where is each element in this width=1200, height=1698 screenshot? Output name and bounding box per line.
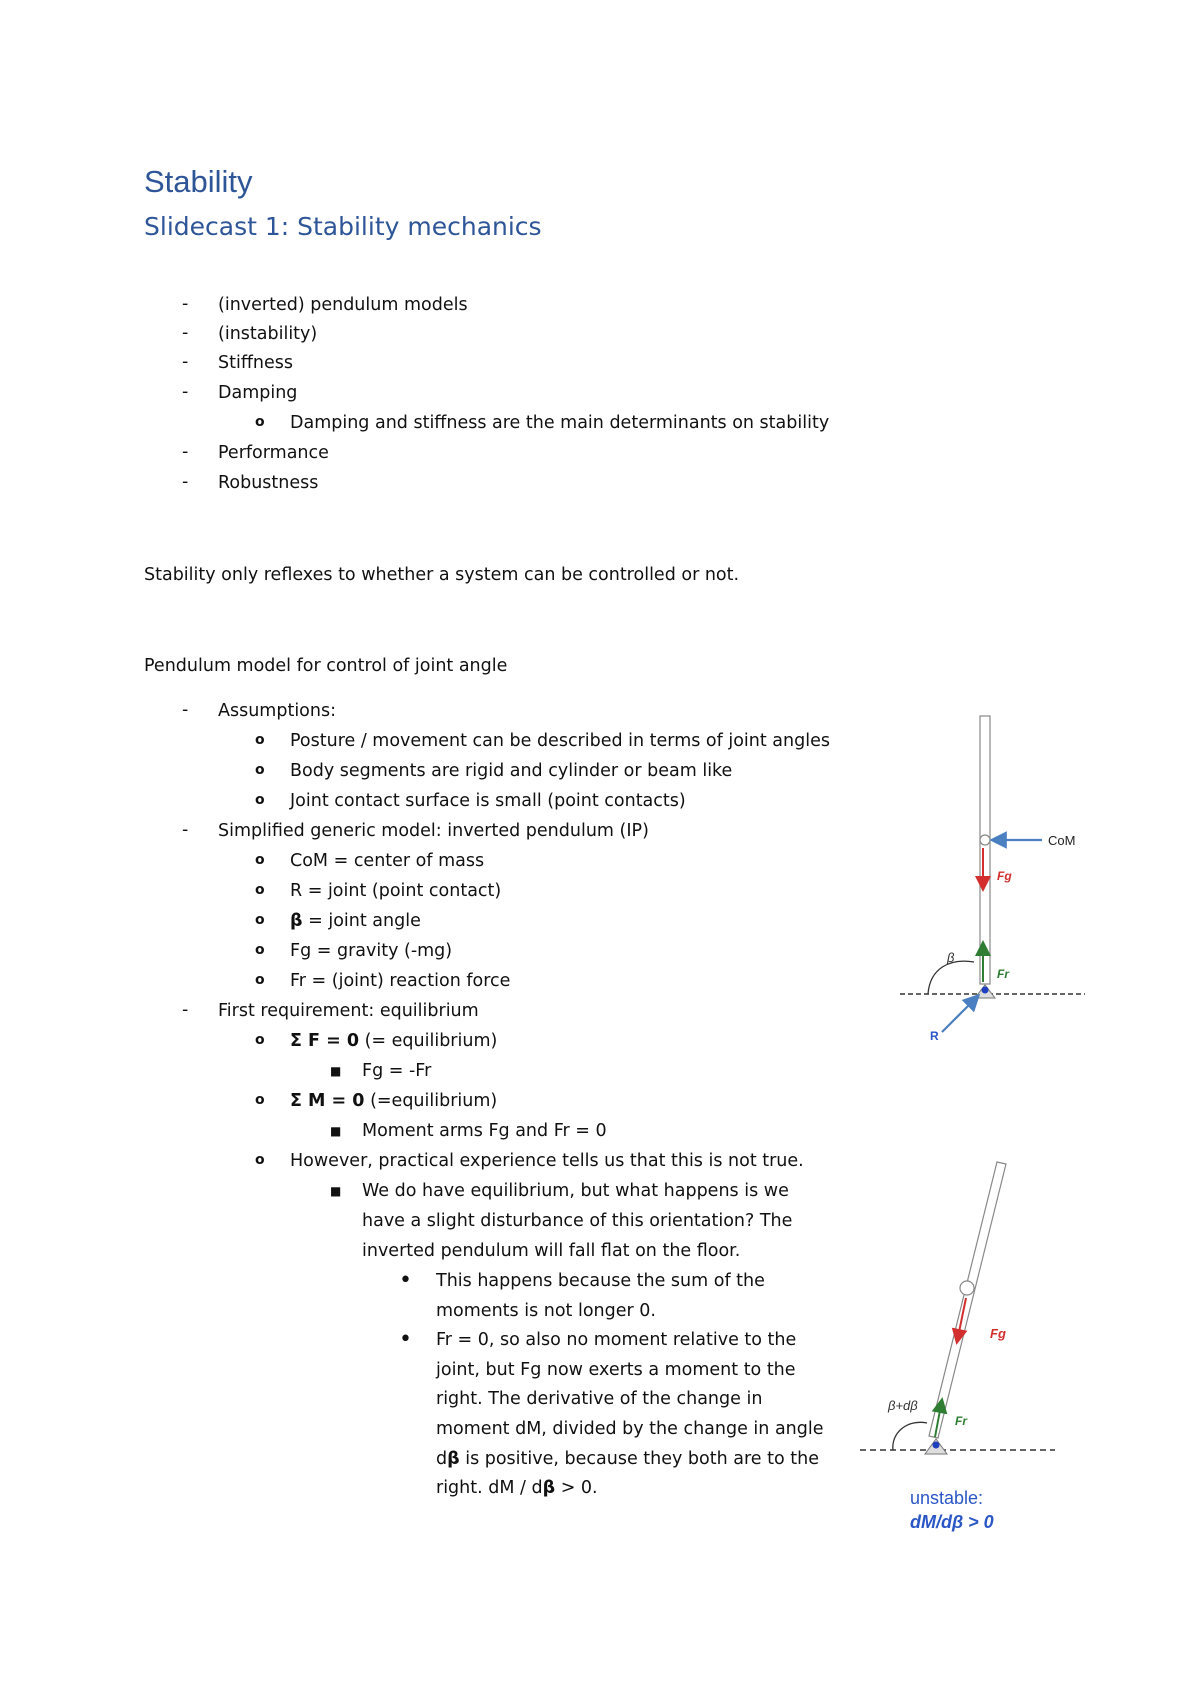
sum-m-note: (=equilibrium) bbox=[364, 1091, 498, 1111]
joint-point bbox=[982, 987, 989, 994]
assumption-item: Posture / movement can be described in terms of joint angles bbox=[290, 731, 830, 751]
angle-arc bbox=[893, 1422, 927, 1450]
sum-f-item bbox=[290, 1030, 497, 1052]
pendulum-rod bbox=[980, 716, 990, 984]
bullet-dot: • bbox=[399, 1268, 412, 1293]
topic-sub-item: Damping and stiffness are the main determinants on stability bbox=[290, 413, 830, 433]
r-arrow bbox=[942, 1000, 974, 1032]
however-item: However, practical experience tells us that this is not true. bbox=[290, 1151, 804, 1171]
disturbance-line: have a slight disturbance of this orientation? The bbox=[362, 1211, 793, 1231]
topic-item: Stiffness bbox=[218, 353, 293, 373]
sum-f-equation: Σ F = 0 bbox=[290, 1031, 360, 1051]
d-text: d bbox=[436, 1449, 448, 1469]
assumptions-label: Assumptions: bbox=[218, 701, 336, 721]
bullet1-line: moments is not longer 0. bbox=[436, 1301, 656, 1321]
com-marker bbox=[980, 835, 990, 845]
fg-label: Fg bbox=[990, 1326, 1006, 1341]
caption-unstable: unstable: bbox=[910, 1488, 984, 1508]
model-item: Fg = gravity (-mg) bbox=[290, 941, 453, 961]
disturbance-line: inverted pendulum will fall flat on the floor. bbox=[362, 1241, 741, 1261]
bullet-square: ■ bbox=[330, 1064, 342, 1078]
topic-item: Robustness bbox=[218, 473, 319, 493]
bullet2-line: right. The derivative of the change in bbox=[436, 1389, 763, 1409]
topic-item: Damping bbox=[218, 383, 298, 403]
bullet-dash: - bbox=[182, 820, 189, 840]
sum-m-equation: Σ M = 0 bbox=[290, 1091, 365, 1111]
model-label: Simplified generic model: inverted pendulum (IP) bbox=[218, 821, 649, 841]
bullet-circle: o bbox=[255, 1092, 265, 1108]
bullet-circle: o bbox=[255, 972, 265, 988]
bullet1-line: This happens because the sum of the bbox=[436, 1271, 765, 1291]
bullet-dash: - bbox=[182, 294, 189, 314]
bullet2-line bbox=[436, 1448, 819, 1470]
bullet-circle: o bbox=[255, 414, 265, 430]
line-text: right. dM / d bbox=[436, 1478, 543, 1498]
unstable-pendulum-figure bbox=[855, 1155, 1115, 1550]
bullet-circle: o bbox=[255, 792, 265, 808]
line-text: is positive, because they both are to the bbox=[459, 1449, 819, 1469]
topic-item: (inverted) pendulum models bbox=[218, 295, 468, 315]
com-label: CoM bbox=[1048, 833, 1076, 848]
angle-arc bbox=[928, 961, 974, 994]
stability-statement: Stability only reflexes to whether a system can be controlled or not. bbox=[144, 565, 740, 585]
bullet-dash: - bbox=[182, 352, 189, 372]
r-label: R bbox=[930, 1029, 939, 1043]
bullet-dot: • bbox=[399, 1327, 412, 1352]
bullet-dash: - bbox=[182, 382, 189, 402]
bullet-circle: o bbox=[255, 912, 265, 928]
beta-symbol: β bbox=[447, 1449, 460, 1469]
bullet-dash: - bbox=[182, 1000, 189, 1020]
joint-point bbox=[933, 1442, 940, 1449]
bullet-dash: - bbox=[182, 323, 189, 343]
bullet2-line: Fr = 0, so also no moment relative to the bbox=[436, 1330, 797, 1350]
bullet-square: ■ bbox=[330, 1184, 342, 1198]
assumption-item: Joint contact surface is small (point contacts) bbox=[290, 791, 686, 811]
bullet-dash: - bbox=[182, 442, 189, 462]
section-heading: Pendulum model for control of joint angle bbox=[144, 656, 508, 676]
topic-item: (instability) bbox=[218, 324, 318, 344]
fr-label: Fr bbox=[955, 1414, 967, 1428]
bullet-square: ■ bbox=[330, 1124, 342, 1138]
inverted-pendulum-figure bbox=[870, 700, 1110, 1050]
sum-m-sub: Moment arms Fg and Fr = 0 bbox=[362, 1121, 607, 1141]
sum-f-sub: Fg = -Fr bbox=[362, 1061, 432, 1081]
tilted-rod bbox=[929, 1162, 1006, 1438]
bullet-circle: o bbox=[255, 1152, 265, 1168]
bullet-circle: o bbox=[255, 882, 265, 898]
sum-m-item bbox=[290, 1090, 497, 1112]
topic-item: Performance bbox=[218, 443, 329, 463]
requirement-label: First requirement: equilibrium bbox=[218, 1001, 479, 1021]
disturbance-line: We do have equilibrium, but what happens is we bbox=[362, 1181, 789, 1201]
fg-label: Fg bbox=[997, 869, 1012, 883]
bullet-circle: o bbox=[255, 942, 265, 958]
bullet2-line: moment dM, divided by the change in angle bbox=[436, 1419, 824, 1439]
fr-label: Fr bbox=[997, 967, 1009, 981]
bullet-circle: o bbox=[255, 732, 265, 748]
com-marker bbox=[960, 1281, 974, 1295]
model-item: R = joint (point contact) bbox=[290, 881, 502, 901]
bullet-dash: - bbox=[182, 700, 189, 720]
assumption-item: Body segments are rigid and cylinder or beam like bbox=[290, 761, 733, 781]
line-text: > 0. bbox=[555, 1478, 598, 1498]
beta-symbol: β bbox=[290, 911, 303, 931]
bullet2-line bbox=[436, 1477, 598, 1499]
page-subtitle: Slidecast 1: Stability mechanics bbox=[144, 212, 542, 241]
sum-f-note: (= equilibrium) bbox=[359, 1031, 498, 1051]
bullet-circle: o bbox=[255, 852, 265, 868]
model-item-beta bbox=[290, 910, 421, 932]
caption-derivative: dM/dβ > 0 bbox=[910, 1512, 994, 1532]
bullet2-line: joint, but Fg now exerts a moment to the bbox=[436, 1360, 796, 1380]
bullet-circle: o bbox=[255, 1032, 265, 1048]
angle-label: β+dβ bbox=[888, 1398, 918, 1413]
bullet-dash: - bbox=[182, 472, 189, 492]
beta-label: β bbox=[947, 950, 955, 965]
beta-definition: = joint angle bbox=[308, 911, 421, 931]
model-item: Fr = (joint) reaction force bbox=[290, 971, 511, 991]
bullet-circle: o bbox=[255, 762, 265, 778]
beta-symbol: β bbox=[542, 1478, 556, 1498]
page-title: Stability bbox=[144, 164, 253, 199]
model-item: CoM = center of mass bbox=[290, 851, 485, 871]
